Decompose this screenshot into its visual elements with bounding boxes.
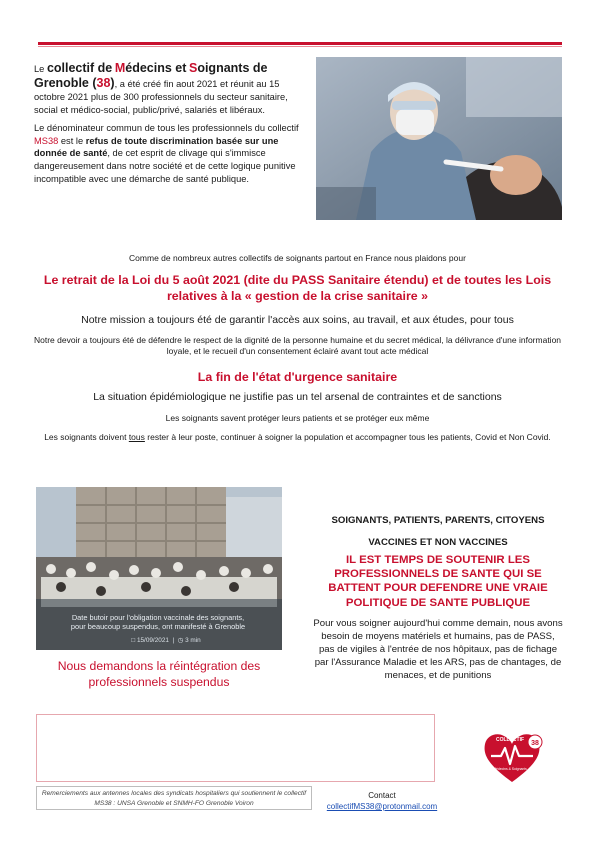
photo-nurse-testing	[316, 57, 562, 220]
intro-paragraph-2: Le dénominateur commun de tous les professionnels du collectif MS38 est le refus de toute discrimination basée sur une donnée de santé, de cet esprit de clivage qui s'immisce dangereusement dans notre société et de cette logique punitive incompatible avec une démarche de santé publique.	[34, 123, 299, 184]
needs-statement: Pour vous soigner aujourd'hui comme demain, nous avons besoin de moyens matériels et humains, pas de PASS, pas de vigiles à l'entrée de nos hôpitaux, pas de fichage par l'Assurance Maladie et les ARS, pas de chantages, de menaces, et de punitions	[313, 617, 563, 681]
logo-emblem-icon	[477, 730, 547, 784]
protect-statement: Les soignants savent protéger leurs patients et se protéger eux même	[165, 413, 430, 423]
right-column	[313, 514, 563, 682]
clock-icon: ◷	[177, 637, 184, 644]
logo-subtitle: Médecins & Soignants	[493, 767, 527, 771]
duty-statement: Notre devoir a toujours été de défendre le respect de la dignité de la personne humaine et du secret médical, la délivrance d'une information loyale, et le recueil d'un consentement éclairé avant tout acte médical	[33, 335, 562, 356]
contact-block	[312, 790, 452, 812]
mission-statement: Notre mission a toujours été de garantir l'accès aux soins, au travail, et aux études, pour tous	[81, 314, 514, 326]
demand-end-emergency: La fin de l'état d'urgence sanitaire	[197, 370, 398, 384]
calendar-icon: □	[131, 637, 136, 644]
contact-email-link[interactable]: collectifMS38@protonmail.com	[326, 802, 438, 811]
logo-title: COLLECTIF	[495, 737, 525, 743]
photo-overlay-caption: Date butoir pour l'obligation vaccinale des soignants, pour beaucoup suspendus, ont manifesté à Grenoble	[70, 613, 246, 631]
top-rule	[38, 42, 562, 45]
thanks-note: Remerciements aux antennes locales des syndicats hospitaliers qui soutiennent le collectif MS38 : UNSA Grenoble et SNMH-FO Grenoble Voiron	[36, 786, 312, 810]
audience-line-1: SOIGNANTS, PATIENTS, PARENTS, CITOYENS	[331, 515, 545, 526]
stay-statement: Les soignants doivent tous rester à leur poste, continuer à soigner la population et accompagner tous les patients, Covid et Non Covid.	[44, 432, 551, 442]
plea-line: Comme de nombreux autres collectifs de soignants partout en France nous plaidons pour	[129, 253, 466, 263]
photo-overlay-meta: □ 15/09/2021 | ◷ 3 min	[131, 637, 201, 644]
intro-paragraph-1: Le collectif de Médecins et Soignants de Grenoble (38), a été créé fin aout 2021 et réunit au 15 octobre 2021 plus de 300 professionnels du secteur sanitaire, social et médico-social, public/privé, salariés et libéraux.	[34, 61, 288, 115]
logo-number: 38	[531, 740, 539, 747]
photo-nurse-illustration	[316, 57, 562, 220]
epidemic-statement: La situation épidémiologique ne justifie pas un tel arsenal de contraintes et de sanctions	[93, 391, 502, 403]
audience-line-2: VACCINES ET NON VACCINES	[368, 537, 508, 548]
reinstatement-demand: Nous demandons la réintégration des professionnels suspendus	[57, 659, 261, 689]
contact-label: Contact	[368, 791, 396, 800]
top-rule-shadow	[38, 46, 562, 47]
call-to-action: IL EST TEMPS DE SOUTENIR LES PROFESSIONNELS DE SANTE QUI SE BATTENT POUR DEFENDRE UNE VRAIE POLITIQUE DE SANTE PUBLIQUE	[328, 554, 548, 609]
collectif-logo	[477, 730, 547, 784]
photo-demonstration	[36, 487, 282, 650]
empty-notes-box	[36, 714, 435, 782]
demand-withdraw-law: Le retrait de la Loi du 5 août 2021 (dite du PASS Sanitaire étendu) et de toutes les Lois relatives à la « gestion de la crise sanitaire »	[43, 273, 552, 303]
intro-text	[34, 61, 304, 191]
